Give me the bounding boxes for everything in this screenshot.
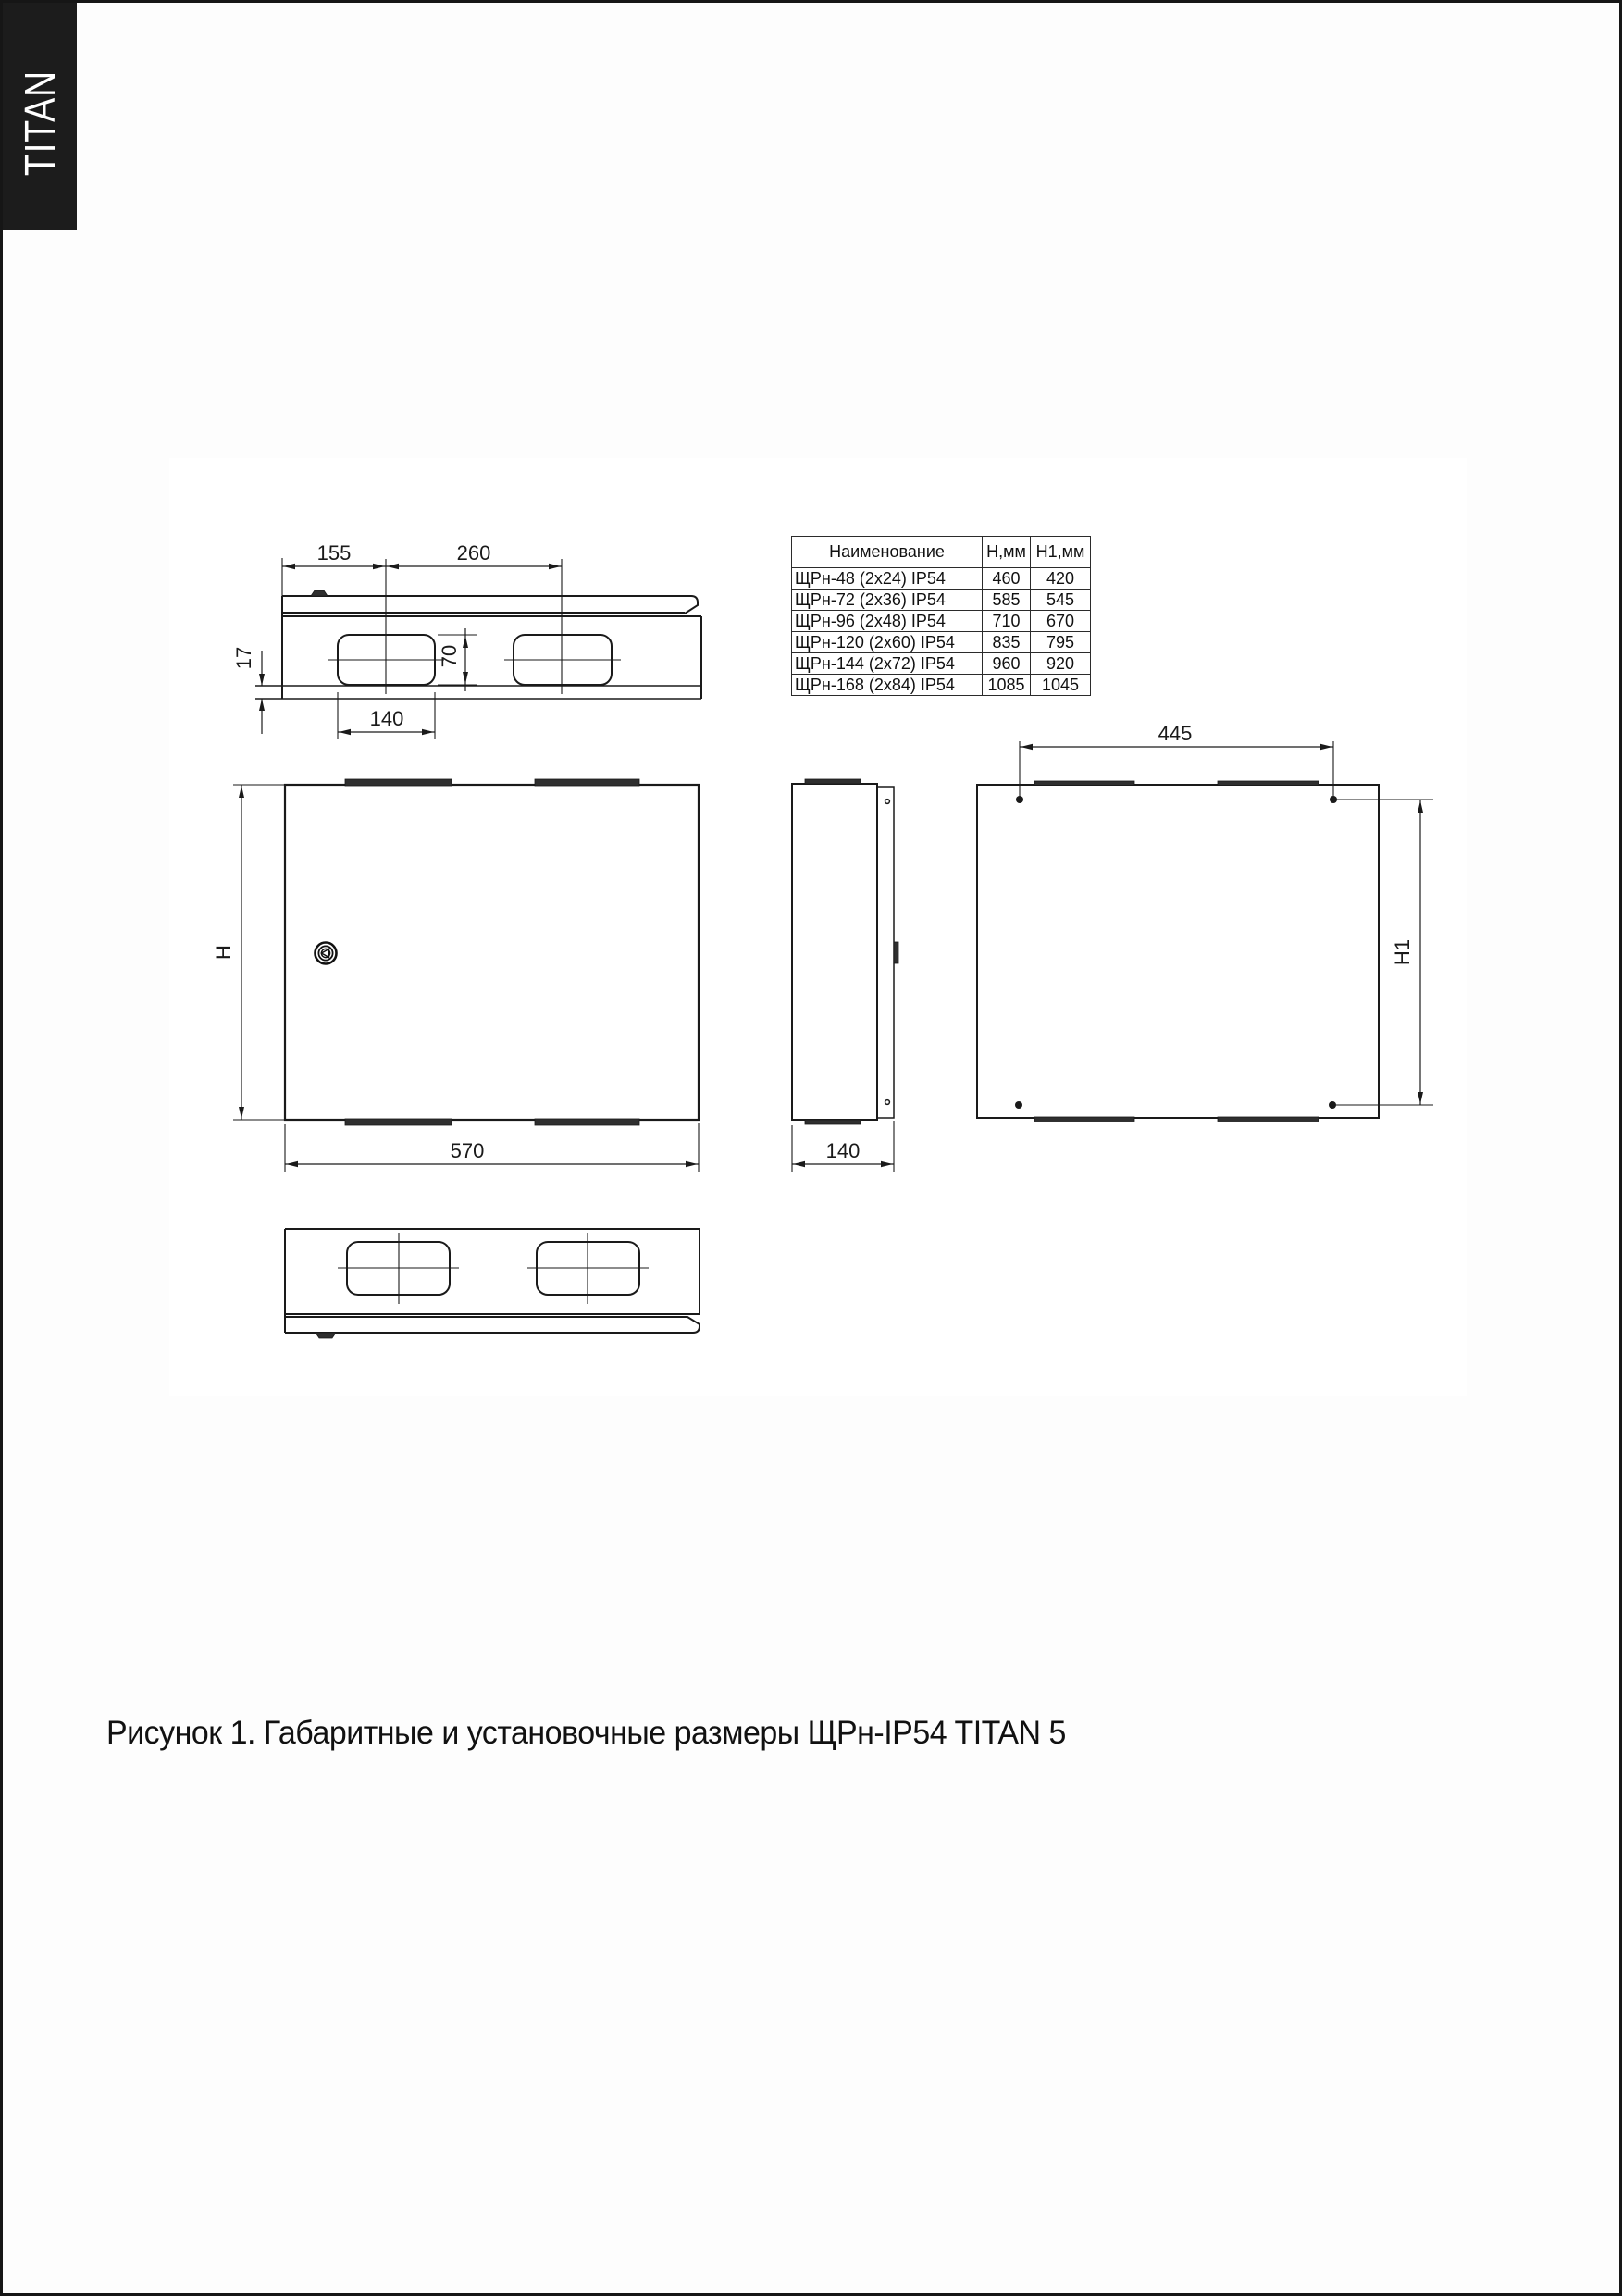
table-row <box>792 632 1091 653</box>
cell-h1: 795 <box>1031 632 1091 653</box>
cell-h: 1085 <box>983 675 1031 696</box>
bottom-view-drawing <box>285 1229 700 1338</box>
table-header-row <box>792 537 1091 568</box>
dim-label-140-top: 140 <box>369 707 404 730</box>
hinge-tab <box>1218 1117 1319 1122</box>
dim-label-260: 260 <box>456 541 491 565</box>
dim-label-17: 17 <box>232 646 255 670</box>
hinge-tab <box>535 1119 639 1125</box>
cell-model: ЩРн-48 (2x24) IP54 <box>792 568 983 590</box>
table-row <box>792 568 1091 590</box>
cell-h: 835 <box>983 632 1031 653</box>
hinge-tab <box>345 779 452 786</box>
cell-h1: 1045 <box>1031 675 1091 696</box>
hinge-tab <box>1218 781 1319 786</box>
mounting-hole <box>1015 1101 1022 1109</box>
cell-h: 460 <box>983 568 1031 590</box>
cell-model: ЩРн-96 (2x48) IP54 <box>792 611 983 632</box>
cell-h1: 670 <box>1031 611 1091 632</box>
door-lock-icon <box>316 943 337 964</box>
hinge-tab <box>1034 781 1134 786</box>
column-header-name: Наименование <box>792 537 983 568</box>
cell-model: ЩРн-120 (2x60) IP54 <box>792 632 983 653</box>
hinge-tab <box>805 1120 861 1124</box>
cell-h1: 420 <box>1031 568 1091 590</box>
cell-h: 585 <box>983 590 1031 611</box>
top-view-drawing <box>232 541 701 739</box>
dim-label-70: 70 <box>438 644 461 668</box>
cell-h: 960 <box>983 653 1031 675</box>
hinge-tab <box>1034 1117 1134 1122</box>
column-header-h1: Н1,мм <box>1031 537 1091 568</box>
table-row <box>792 611 1091 632</box>
cell-h1: 545 <box>1031 590 1091 611</box>
dim-label-140-side: 140 <box>825 1139 861 1162</box>
hinge-tab <box>805 779 861 784</box>
cell-model: ЩРн-168 (2x84) IP54 <box>792 675 983 696</box>
mounting-tab <box>311 590 328 596</box>
flange-hole <box>885 1100 890 1105</box>
flange-hole <box>885 800 890 804</box>
dim-label-570: 570 <box>450 1139 485 1162</box>
table-row <box>792 590 1091 611</box>
cell-h: 710 <box>983 611 1031 632</box>
brand-logo: TITAN <box>16 69 64 177</box>
dim-label-445: 445 <box>1158 722 1193 745</box>
column-header-h: Н,мм <box>983 537 1031 568</box>
lock-tab <box>894 942 898 963</box>
technical-drawing <box>3 3 1622 2296</box>
back-view-drawing <box>977 722 1433 1122</box>
table-row <box>792 675 1091 696</box>
mounting-tab <box>316 1333 336 1338</box>
front-view-drawing <box>212 779 699 1172</box>
dim-label-155: 155 <box>316 541 352 565</box>
cell-model: ЩРн-144 (2x72) IP54 <box>792 653 983 675</box>
dim-label-H1: H1 <box>1391 938 1414 966</box>
figure-caption: Рисунок 1. Габаритные и установочные размеры ЩРн-IP54 TITAN 5 <box>106 1715 1066 1751</box>
spec-table <box>791 536 1091 696</box>
side-view-drawing <box>792 779 898 1172</box>
hinge-tab <box>535 779 639 786</box>
hinge-tab <box>345 1119 452 1125</box>
table-row <box>792 653 1091 675</box>
cell-model: ЩРн-72 (2x36) IP54 <box>792 590 983 611</box>
cell-h1: 920 <box>1031 653 1091 675</box>
dim-label-H: H <box>212 945 235 960</box>
